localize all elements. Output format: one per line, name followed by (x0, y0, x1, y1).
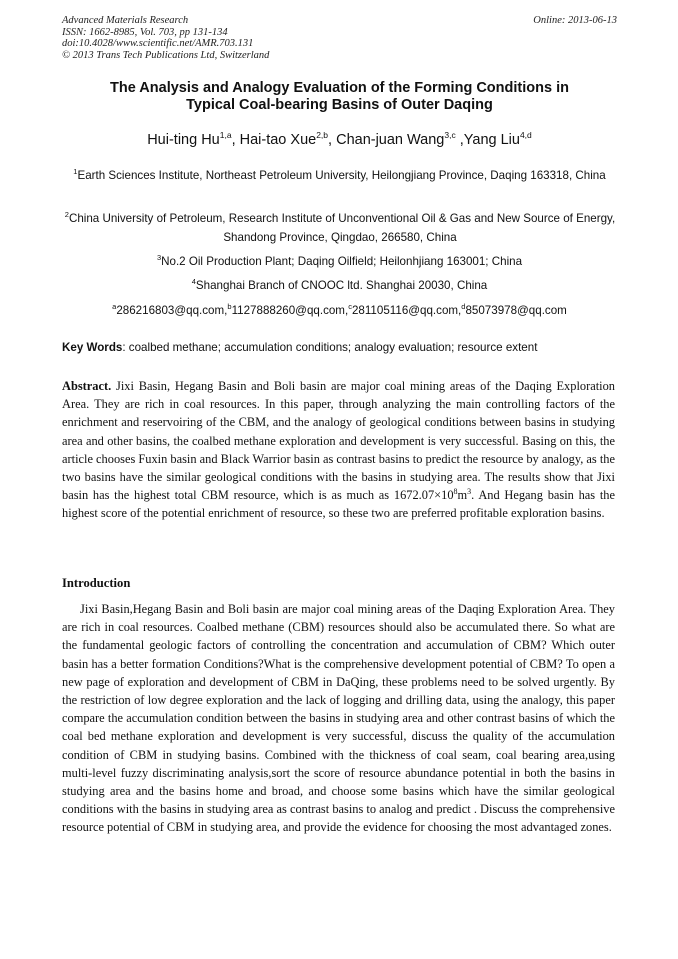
affiliation-1 (62, 166, 617, 185)
abstract-sup: 8 (453, 487, 458, 497)
copyright-line: © 2013 Trans Tech Publications Ltd, Switzerland (62, 49, 270, 61)
author-list (62, 131, 617, 149)
author-name: Hai-tao Xue (239, 132, 317, 148)
author-name: Chan-juan Wang (336, 132, 445, 148)
title-line-2: Typical Coal-bearing Basins of Outer Daqing (186, 97, 493, 113)
email-sup: c (348, 302, 352, 312)
affiliation-sup: 1 (73, 167, 78, 177)
doi-line: doi:10.4028/www.scientific.net/AMR.703.131 (62, 38, 254, 49)
keywords-label: Key Words (62, 341, 123, 354)
affiliation-2 (62, 209, 618, 247)
email-address: 85073978@qq.com (465, 304, 567, 317)
author-sup: 1,a (219, 130, 232, 141)
keywords (62, 340, 617, 356)
author-sup: 3,c (444, 130, 456, 141)
affiliation-sup: 3 (156, 253, 162, 263)
online-date: Online: 2013-06-13 (533, 15, 617, 26)
abstract-label: Abstract. (62, 379, 112, 393)
email-address: 286216803@qq.com, (116, 304, 228, 317)
affiliation-sup: 4 (191, 277, 196, 287)
introduction-paragraph: Jixi Basin,Hegang Basin and Boli basin are major coal mining areas of the Daqing Exploration Area. They are rich in coal resources. Coalbed methane (CBM) resources should also be accumulated there. So what are the fundamental geologic factors of controlling the concentration and accumulation of CBM? Which outer basin has a better formation Conditions?What is the comprehensive development potential of CBM? To open a new page of exploration and development of CBM in DaQing, these problems need to be solved urgently. By the restriction of low degree exploration and the lack of logging and drilling data, using the analogy, this paper compare the accumulation condition between the basins in studying area and other contrast basins of which the coal bed methane exploration and development is very successful, discuss the quality of the accumulation condition of CBM in studying basins. Combined with the thickness of coal seam, coal bearing area,using multi-level fuzzy discriminating analysis,sort the score of resource abundance potential in both the basins in studying area and the basins home and broad, and choose some basins which have the similar geological conditions with the basins in studying area as contrast basins to analog and predict . Discuss the comprehensive resource potential of CBM in studying area, and provide the evidence for choosing the most advantaged zones. (62, 602, 615, 835)
abstract-unit: m (457, 488, 468, 503)
section-heading-introduction: Introduction (62, 576, 131, 590)
paper-title (62, 80, 617, 114)
journal-name: Advanced Materials Research (62, 15, 189, 26)
abstract-text: Jixi Basin, Hegang Basin and Boli basin are major coal mining areas of the Daqing Exploration Area. They are rich in coal resources. In this paper, through analyzing the main controlling factors of the enrichment and reservoiring of the CBM, and the analogy of geological conditions between basins in studying area and other basins, the coalbed methane exploration and development is very successful. Basing on this, the article chooses Fuxin basin and Black Warrior basin as contrast basins to predict the resource by analogy, as the two basins have the similar geological conditions with the basins in studying area. The results show that Jixi basin has the highest total CBM resource, which is as much as 1672.07×10 (62, 379, 615, 503)
email-sup: a (112, 302, 117, 312)
author-sep: , (455, 132, 464, 148)
affiliation-text: No.2 Oil Production Plant; Daqing Oilfield; Heilonhjiang 163001; China (161, 255, 523, 268)
affiliation-text: Shanghai Branch of CNOOC ltd. Shanghai 20030, China (195, 279, 488, 292)
author-name: Hui-ting Hu (147, 132, 220, 148)
affiliation-sup: 2 (64, 210, 69, 220)
affiliation-text: Earth Sciences Institute, Northeast Petroleum University, Heilongjiang Province, Daqing 163318, China (77, 169, 606, 182)
email-sup: d (461, 302, 466, 312)
affiliation-4 (62, 276, 617, 295)
author-sup: 4,d (519, 130, 532, 141)
author-name: Yang Liu (463, 132, 520, 148)
email-sup: b (227, 302, 232, 312)
journal-header (62, 15, 617, 61)
keywords-text: : coalbed methane; accumulation conditions; analogy evaluation; resource extent (122, 341, 538, 354)
email-address: 281105116@qq.com, (351, 304, 462, 317)
email-address: 1127888260@qq.com, (231, 304, 349, 317)
affiliation-3 (62, 252, 617, 271)
abstract-text-end: . And Hegang basin has the highest score of the potential enrichment of resource, so these two are preferred profitable exploration basins. (62, 488, 615, 521)
email-list (62, 301, 617, 320)
title-line-1: The Analysis and Analogy Evaluation of the Forming Conditions in (110, 80, 569, 96)
author-sup: 2,b (316, 130, 329, 141)
author-sep: , (231, 132, 240, 148)
author-sep: , (328, 132, 337, 148)
issn-line: ISSN: 1662-8985, Vol. 703, pp 131-134 (62, 26, 228, 38)
abstract-sup: 3 (467, 487, 472, 497)
abstract (62, 377, 615, 523)
affiliation-text: China University of Petroleum, Research Institute of Unconventional Oil & Gas and New Source of Energy, Shandong Province, Qingdao, 266580, China (68, 212, 616, 244)
